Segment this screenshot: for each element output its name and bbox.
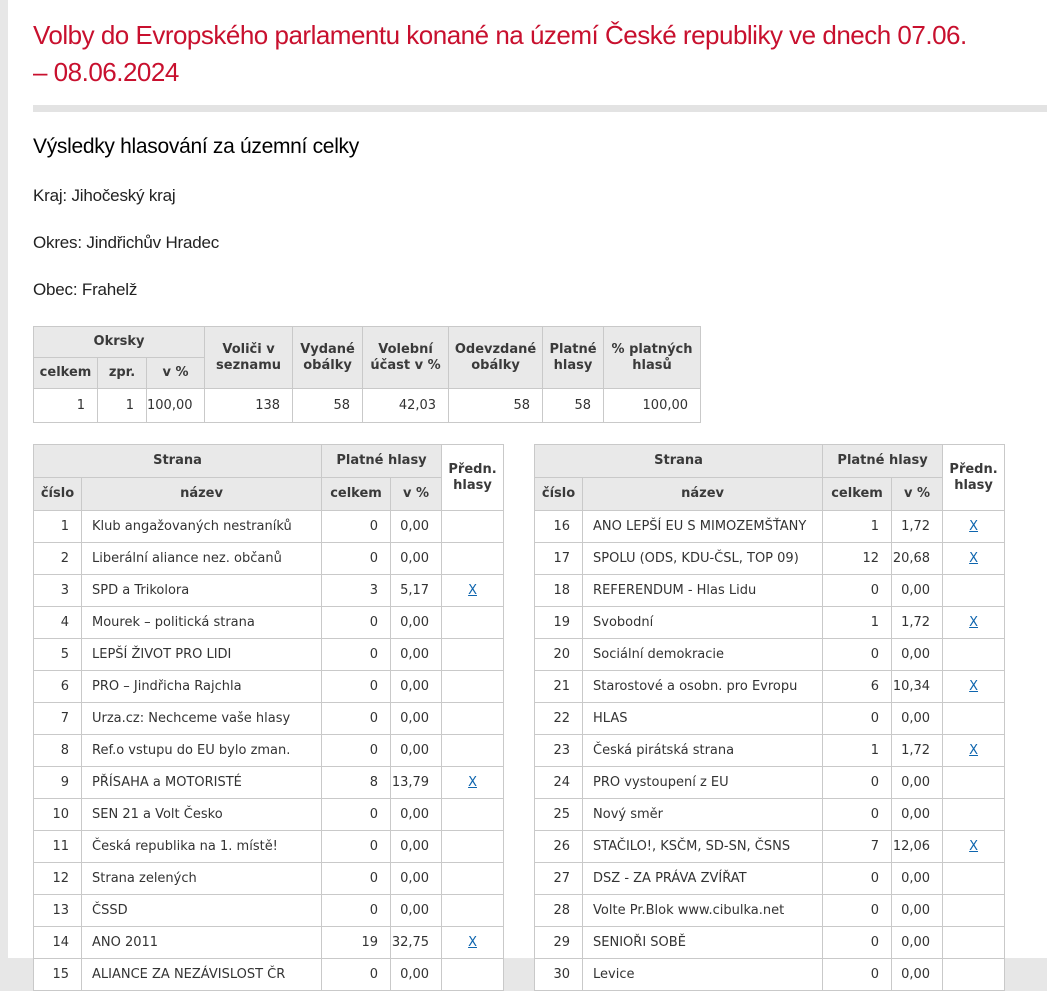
party-name: LEPŠÍ ŽIVOT PRO LIDI: [82, 639, 322, 671]
party-votes-total: 0: [322, 735, 391, 767]
party-number: 19: [535, 607, 583, 639]
party-name: DSZ - ZA PRÁVA ZVÍŘAT: [583, 863, 823, 895]
party-name: Strana zelených: [82, 863, 322, 895]
party-votes-percent: 0,00: [391, 543, 442, 575]
odevzdane-obalky-value: 58: [449, 389, 543, 423]
party-name: Česká republika na 1. místě!: [82, 831, 322, 863]
party-votes-total: 0: [322, 831, 391, 863]
party-votes-total: 0: [823, 799, 892, 831]
party-votes-percent: 12,06: [892, 831, 943, 863]
party-name: ANO 2011: [82, 927, 322, 959]
preferential-votes-link[interactable]: X: [969, 551, 979, 566]
party-number: 15: [34, 959, 82, 991]
party-pref-cell: [943, 511, 1005, 543]
party-name: SPD a Trikolora: [82, 575, 322, 607]
party-row: [34, 607, 504, 639]
party-votes-total: 3: [322, 575, 391, 607]
party-votes-percent: 0,00: [391, 607, 442, 639]
header-okrsky-zpr: zpr.: [98, 358, 147, 389]
party-row: [34, 735, 504, 767]
party-row: [34, 895, 504, 927]
party-name: SPOLU (ODS, KDU-ČSL, TOP 09): [583, 543, 823, 575]
section-title: Výsledky hlasování za územní celky: [33, 135, 359, 158]
party-votes-total: 0: [823, 639, 892, 671]
party-row: [34, 511, 504, 543]
party-number: 22: [535, 703, 583, 735]
header-odevzdane-obalky: Odevzdané obálky: [449, 327, 543, 389]
page-content: [8, 0, 1047, 982]
party-row: [34, 671, 504, 703]
header-okrsky-v-pct: v %: [147, 358, 205, 389]
party-votes-total: 0: [823, 703, 892, 735]
party-votes-percent: 0,00: [391, 671, 442, 703]
party-row: [535, 959, 1005, 991]
party-pref-cell: [943, 543, 1005, 575]
party-votes-total: 0: [322, 639, 391, 671]
party-pref-cell: [943, 799, 1005, 831]
party-votes-total: 6: [823, 671, 892, 703]
header-v-pct: v %: [391, 478, 442, 511]
party-number: 4: [34, 607, 82, 639]
party-votes-total: 0: [322, 671, 391, 703]
party-name: STAČILO!, KSČM, SD-SN, ČSNS: [583, 831, 823, 863]
party-row: [34, 927, 504, 959]
preferential-votes-link[interactable]: X: [969, 615, 979, 630]
party-name: Liberální aliance nez. občanů: [82, 543, 322, 575]
header-volebni-ucast: Volební účast v %: [363, 327, 449, 389]
header-platne-hlasy: Platné hlasy: [543, 327, 604, 389]
party-row: [34, 799, 504, 831]
party-table-right: [534, 444, 1005, 991]
party-votes-total: 0: [823, 767, 892, 799]
party-name: Urza.cz: Nechceme vaše hlasy: [82, 703, 322, 735]
okres-value: Jindřichův Hradec: [86, 233, 220, 252]
summary-table: [33, 326, 701, 423]
party-name: Nový směr: [583, 799, 823, 831]
party-number: 17: [535, 543, 583, 575]
party-pref-cell: [442, 511, 504, 543]
party-rows-left: [34, 511, 504, 991]
party-votes-total: 7: [823, 831, 892, 863]
party-number: 27: [535, 863, 583, 895]
party-votes-percent: 5,17: [391, 575, 442, 607]
obec-value: Frahelž: [81, 280, 138, 299]
party-row: [535, 607, 1005, 639]
header-cislo: číslo: [535, 478, 583, 511]
party-votes-total: 0: [322, 895, 391, 927]
party-votes-percent: 0,00: [391, 511, 442, 543]
party-number: 29: [535, 927, 583, 959]
party-pref-cell: [442, 543, 504, 575]
kraj-line: [33, 186, 1047, 206]
party-pref-cell: [943, 831, 1005, 863]
okres-label: Okres:: [33, 233, 82, 252]
party-pref-cell: [943, 607, 1005, 639]
party-name: ALIANCE ZA NEZÁVISLOST ČR: [82, 959, 322, 991]
preferential-votes-link[interactable]: X: [969, 679, 979, 694]
header-platne-hlasy: Platné hlasy: [823, 445, 943, 478]
party-number: 16: [535, 511, 583, 543]
party-name: Sociální demokracie: [583, 639, 823, 671]
party-pref-cell: [442, 735, 504, 767]
party-votes-percent: 1,72: [892, 511, 943, 543]
preferential-votes-link[interactable]: X: [468, 935, 477, 950]
party-pref-cell: [442, 639, 504, 671]
header-nazev: název: [82, 478, 322, 511]
party-row: [535, 671, 1005, 703]
party-votes-total: 0: [823, 575, 892, 607]
party-number: 5: [34, 639, 82, 671]
party-votes-percent: 0,00: [892, 927, 943, 959]
party-name: Mourek – politická strana: [82, 607, 322, 639]
party-row: [34, 959, 504, 991]
party-pref-cell: [442, 863, 504, 895]
party-number: 20: [535, 639, 583, 671]
party-rows-right: [535, 511, 1005, 991]
party-number: 8: [34, 735, 82, 767]
pct-platnych-hlasu-value: 100,00: [604, 389, 701, 423]
party-votes-total: 0: [823, 927, 892, 959]
party-number: 14: [34, 927, 82, 959]
party-votes-percent: 0,00: [892, 639, 943, 671]
volebni-ucast-value: 42,03: [363, 389, 449, 423]
preferential-votes-link[interactable]: X: [468, 775, 477, 790]
party-votes-percent: 0,00: [892, 799, 943, 831]
party-pref-cell: [442, 767, 504, 799]
header-v-pct: v %: [892, 478, 943, 511]
kraj-value: Jihočeský kraj: [71, 186, 176, 205]
header-strana: Strana: [34, 445, 322, 478]
party-votes-total: 0: [322, 959, 391, 991]
obec-label: Obec:: [33, 280, 78, 299]
party-number: 10: [34, 799, 82, 831]
header-predn-hlasy: Předn. hlasy: [943, 445, 1005, 511]
preferential-votes-link[interactable]: X: [468, 583, 477, 598]
party-votes-percent: 0,00: [892, 895, 943, 927]
party-row: [535, 831, 1005, 863]
okrsky-celkem-value: 1: [34, 389, 98, 423]
party-pref-cell: [943, 735, 1005, 767]
party-votes-total: 19: [322, 927, 391, 959]
party-pref-cell: [442, 671, 504, 703]
party-number: 25: [535, 799, 583, 831]
party-votes-percent: 0,00: [391, 895, 442, 927]
header-pct-platnych-hlasu: % platných hlasů: [604, 327, 701, 389]
party-votes-total: 1: [823, 735, 892, 767]
party-pref-cell: [943, 671, 1005, 703]
party-number: 12: [34, 863, 82, 895]
party-row: [34, 703, 504, 735]
party-number: 28: [535, 895, 583, 927]
party-row: [535, 639, 1005, 671]
party-name: PŘÍSAHA a MOTORISTÉ: [82, 767, 322, 799]
party-name: ČSSD: [82, 895, 322, 927]
party-name: Svobodní: [583, 607, 823, 639]
okrsky-zpr-value: 1: [98, 389, 147, 423]
party-row: [34, 767, 504, 799]
party-pref-cell: [943, 927, 1005, 959]
party-row: [535, 703, 1005, 735]
party-votes-total: 0: [823, 959, 892, 991]
party-votes-percent: 0,00: [391, 639, 442, 671]
party-votes-total: 0: [322, 511, 391, 543]
volici-v-seznamu-value: 138: [205, 389, 293, 423]
party-row: [535, 543, 1005, 575]
party-pref-cell: [943, 863, 1005, 895]
party-pref-cell: [442, 575, 504, 607]
party-pref-cell: [442, 959, 504, 991]
party-votes-percent: 0,00: [391, 703, 442, 735]
vydane-obalky-value: 58: [293, 389, 363, 423]
party-number: 3: [34, 575, 82, 607]
party-votes-percent: 0,00: [391, 863, 442, 895]
party-votes-percent: 20,68: [892, 543, 943, 575]
header-strana: Strana: [535, 445, 823, 478]
okres-line: [33, 233, 1047, 253]
party-row: [34, 831, 504, 863]
party-number: 24: [535, 767, 583, 799]
obec-line: [33, 280, 1047, 300]
party-votes-total: 0: [322, 607, 391, 639]
header-okrsky: Okrsky: [34, 327, 205, 358]
party-number: 23: [535, 735, 583, 767]
party-pref-cell: [442, 607, 504, 639]
party-row: [535, 895, 1005, 927]
header-volici-v-seznamu: Voliči v seznamu: [205, 327, 293, 389]
party-name: SENIOŘI SOBĚ: [583, 927, 823, 959]
party-name: ANO LEPŠÍ EU S MIMOZEMŠŤANY: [583, 511, 823, 543]
party-row: [34, 575, 504, 607]
party-pref-cell: [943, 575, 1005, 607]
party-number: 21: [535, 671, 583, 703]
party-votes-total: 0: [322, 799, 391, 831]
party-name: Volte Pr.Blok www.cibulka.net: [583, 895, 823, 927]
party-votes-percent: 0,00: [391, 831, 442, 863]
party-row: [535, 511, 1005, 543]
party-votes-total: 12: [823, 543, 892, 575]
party-votes-total: 0: [823, 895, 892, 927]
party-number: 18: [535, 575, 583, 607]
party-votes-total: 1: [823, 511, 892, 543]
party-name: HLAS: [583, 703, 823, 735]
party-number: 30: [535, 959, 583, 991]
party-votes-percent: 0,00: [391, 799, 442, 831]
party-row: [34, 639, 504, 671]
header-predn-hlasy: Předn. hlasy: [442, 445, 504, 511]
party-table-left: [33, 444, 504, 991]
party-votes-percent: 13,79: [391, 767, 442, 799]
party-votes-total: 8: [322, 767, 391, 799]
party-votes-percent: 1,72: [892, 607, 943, 639]
party-number: 9: [34, 767, 82, 799]
party-votes-percent: 0,00: [892, 863, 943, 895]
party-pref-cell: [442, 895, 504, 927]
party-number: 13: [34, 895, 82, 927]
kraj-label: Kraj:: [33, 186, 67, 205]
party-pref-cell: [943, 639, 1005, 671]
party-pref-cell: [442, 703, 504, 735]
header-celkem: celkem: [823, 478, 892, 511]
party-votes-total: 0: [322, 703, 391, 735]
party-votes-total: 0: [322, 863, 391, 895]
party-name: Starostové a osobn. pro Evropu: [583, 671, 823, 703]
header-nazev: název: [583, 478, 823, 511]
party-row: [535, 735, 1005, 767]
preferential-votes-link[interactable]: X: [969, 519, 979, 534]
party-pref-cell: [943, 895, 1005, 927]
party-name: REFERENDUM - Hlas Lidu: [583, 575, 823, 607]
party-pref-cell: [442, 831, 504, 863]
party-row: [34, 863, 504, 895]
party-pref-cell: [943, 767, 1005, 799]
party-votes-percent: 0,00: [892, 703, 943, 735]
party-number: 26: [535, 831, 583, 863]
party-number: 6: [34, 671, 82, 703]
page-title: Volby do Evropského parlamentu konané na území České republiky ve dnech 07.06. – 08.06.2024: [33, 20, 967, 87]
party-votes-percent: 32,75: [391, 927, 442, 959]
party-row: [535, 799, 1005, 831]
party-pref-cell: [943, 959, 1005, 991]
party-name: Ref.o vstupu do EU bylo zman.: [82, 735, 322, 767]
party-votes-percent: 0,00: [391, 735, 442, 767]
party-name: SEN 21 a Volt Česko: [82, 799, 322, 831]
party-votes-percent: 10,34: [892, 671, 943, 703]
party-tables-container: [33, 444, 1047, 991]
party-row: [535, 863, 1005, 895]
party-name: Česká pirátská strana: [583, 735, 823, 767]
header-okrsky-celkem: celkem: [34, 358, 98, 389]
party-row: [535, 767, 1005, 799]
party-number: 2: [34, 543, 82, 575]
party-row: [535, 927, 1005, 959]
party-votes-total: 1: [823, 607, 892, 639]
party-votes-percent: 0,00: [892, 575, 943, 607]
preferential-votes-link[interactable]: X: [969, 743, 979, 758]
party-name: Levice: [583, 959, 823, 991]
party-number: 1: [34, 511, 82, 543]
header-cislo: číslo: [34, 478, 82, 511]
party-number: 7: [34, 703, 82, 735]
party-pref-cell: [943, 703, 1005, 735]
party-name: PRO vystoupení z EU: [583, 767, 823, 799]
party-row: [34, 543, 504, 575]
party-votes-total: 0: [823, 863, 892, 895]
okrsky-pct-value: 100,00: [147, 389, 205, 423]
header-platne-hlasy: Platné hlasy: [322, 445, 442, 478]
party-pref-cell: [442, 927, 504, 959]
party-pref-cell: [442, 799, 504, 831]
party-row: [535, 575, 1005, 607]
party-votes-percent: 0,00: [892, 767, 943, 799]
party-votes-percent: 0,00: [892, 959, 943, 991]
header-celkem: celkem: [322, 478, 391, 511]
platne-hlasy-value: 58: [543, 389, 604, 423]
summary-row: [34, 389, 701, 423]
party-votes-percent: 0,00: [391, 959, 442, 991]
party-votes-percent: 1,72: [892, 735, 943, 767]
preferential-votes-link[interactable]: X: [969, 839, 979, 854]
divider: [33, 105, 1047, 112]
party-name: Klub angažovaných nestraníků: [82, 511, 322, 543]
party-votes-total: 0: [322, 543, 391, 575]
header-vydane-obalky: Vydané obálky: [293, 327, 363, 389]
party-name: PRO – Jindřicha Rajchla: [82, 671, 322, 703]
party-number: 11: [34, 831, 82, 863]
